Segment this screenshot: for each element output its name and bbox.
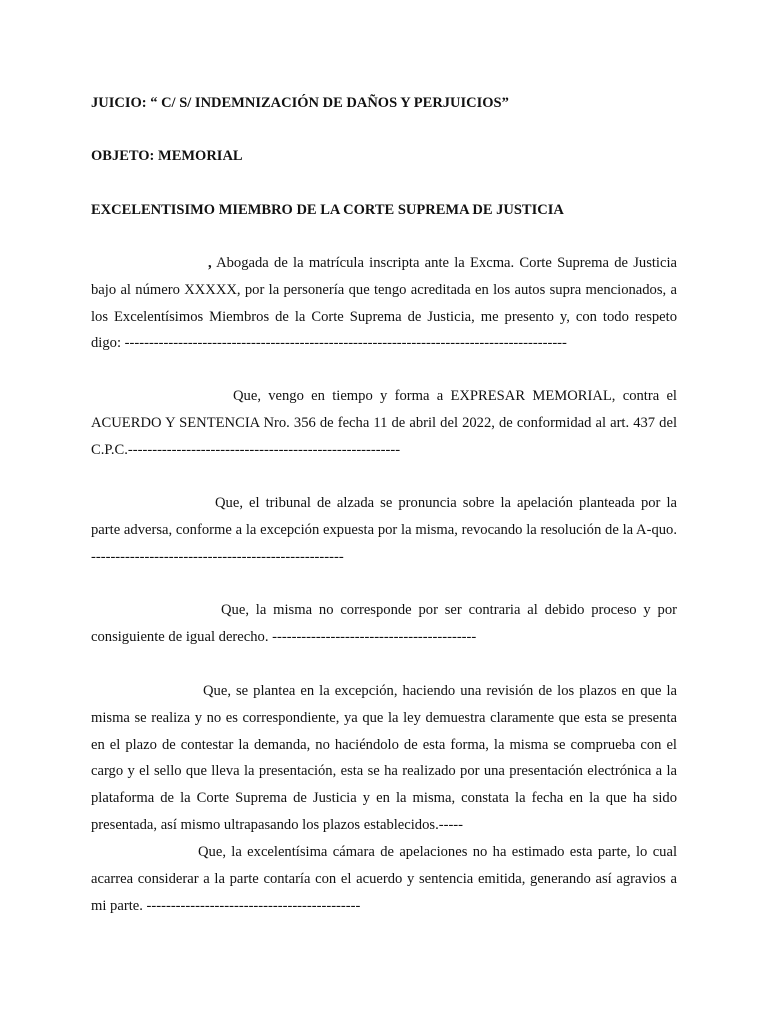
intro-paragraph-text: Abogada de la matrícula inscripta ante la Excma. Corte Suprema de Justicia bajo al número XXXXX, por la personería que tengo acreditada en los autos supra mencionados, a los Excelentísimos Miembros de la Corte Suprema de Justicia, me presento y, con todo respeto digo: ------------------------------------------------------------------------------------------- [91, 255, 677, 352]
memorial-paragraph [91, 383, 677, 463]
tribunal-paragraph [91, 490, 677, 570]
exception-paragraph [91, 678, 677, 839]
exception-paragraph-text: Que, se plantea en la excepción, haciendo una revisión de los plazos en que la misma se realiza y no es correspondiente, ya que la ley demuestra claramente que esta se presenta en el plazo de contestar la demanda, no haciéndolo de esta forma, la misma se comprueba con el cargo y el sello que lleva la presentación, esta se ha realizado por una presentación electrónica a la plataforma de la Corte Suprema de Justicia y en la misma, constata la fecha en la que ha sido presentada, así mismo ultrapasando los plazos establecidos.----- [91, 683, 677, 833]
intro-paragraph [91, 250, 677, 357]
appeals-chamber-paragraph-text: Que, la excelentísima cámara de apelaciones no ha estimado esta parte, lo cual acarrea considerar a la parte contaría con el acuerdo y sentencia emitida, generando así agravios a mi parte. -------------------------------------------- [91, 844, 677, 914]
due-process-paragraph-text: Que, la misma no corresponde por ser contraria al debido proceso y por consiguiente de igual derecho. ------------------------------------------ [91, 602, 677, 645]
appeals-chamber-paragraph [91, 839, 677, 919]
tribunal-paragraph-text: Que, el tribunal de alzada se pronuncia sobre la apelación planteada por la parte adversa, conforme a la excepción expuesta por la misma, revocando la resolución de la A-quo. ---------------------------------------------------- [91, 495, 677, 565]
due-process-paragraph [91, 597, 677, 651]
name-placeholder-comma: , [208, 255, 212, 271]
case-title-heading: JUICIO: “ C/ S/ INDEMNIZACIÓN DE DAÑOS Y PERJUICIOS” [91, 95, 509, 111]
addressee-heading: EXCELENTISIMO MIEMBRO DE LA CORTE SUPREMA DE JUSTICIA [91, 202, 564, 218]
memorial-paragraph-text: Que, vengo en tiempo y forma a EXPRESAR MEMORIAL, contra el ACUERDO Y SENTENCIA Nro. 356 de fecha 11 de abril del 2022, de conformidad al art. 437 del C.P.C.-------------------------------------------------------- [91, 388, 677, 458]
object-heading: OBJETO: MEMORIAL [91, 148, 243, 164]
